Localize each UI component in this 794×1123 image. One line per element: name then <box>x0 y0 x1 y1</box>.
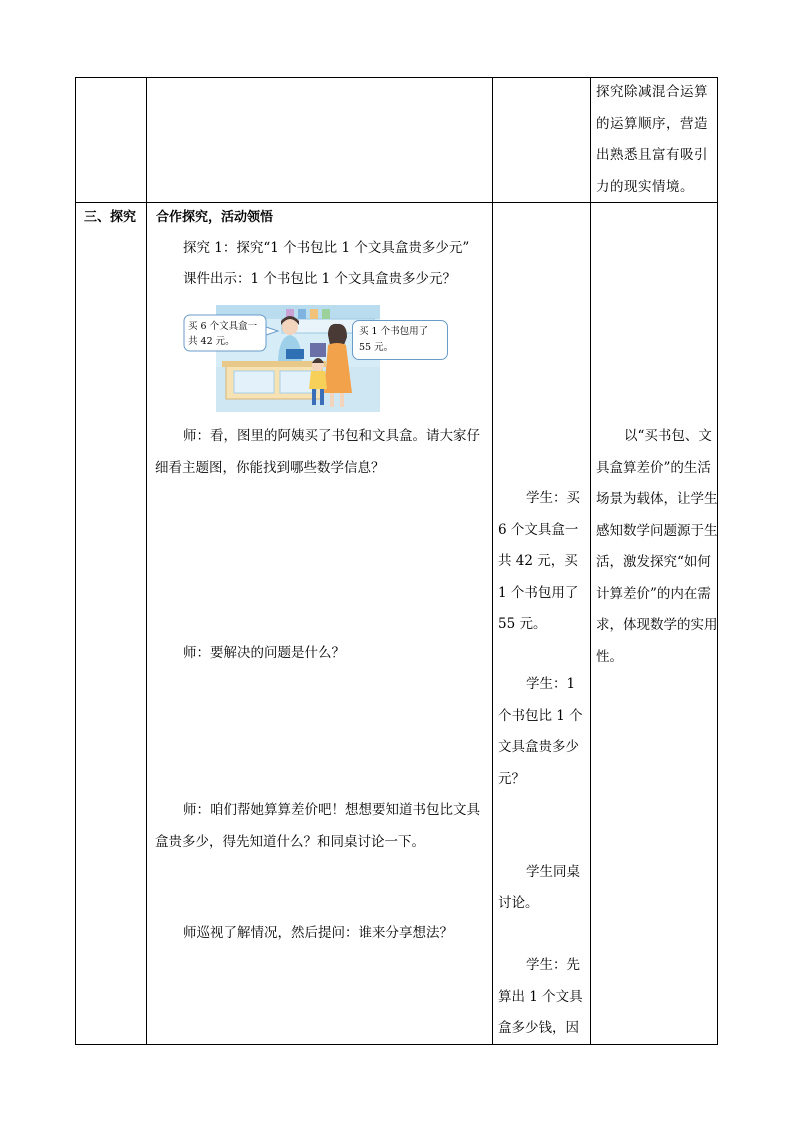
bubble-left-line: 共 42 元。 <box>188 336 235 347</box>
speech-bubble-left <box>188 319 268 349</box>
student-response: 学生：1 个书包比 1 个文具盒贵多少元？ <box>498 676 583 787</box>
shop-scene-illustration <box>182 305 380 412</box>
table-left-border <box>75 77 76 1045</box>
column-divider <box>590 77 591 1045</box>
courseware-prompt: 课件出示：1 个书包比 1 个文具盒贵多少元？ <box>183 271 457 287</box>
student-response: 学生：先算出 1 个文具盒多少钱，因 <box>498 957 583 1036</box>
student-response: 学生同桌讨论。 <box>498 864 580 911</box>
section-heading: 合作探究，活动领悟 <box>156 210 274 225</box>
table-bottom-border <box>75 1044 718 1045</box>
speech-bubble-right <box>352 320 448 360</box>
bubble-right-line: 55 元。 <box>359 342 394 353</box>
bubble-right-line: 买 1 个书包用了 <box>359 326 429 337</box>
student-response: 学生：买 6 个文具盒一共 42 元，买 1 个书包用了 55 元。 <box>498 490 580 632</box>
teacher-remark: 师巡视了解情况，然后提问：谁来分享想法？ <box>183 925 453 941</box>
stage-label: 三、探究 <box>84 210 137 225</box>
column-divider <box>492 77 493 1045</box>
teacher-remark: 师：要解决的问题是什么？ <box>183 645 345 661</box>
teacher-remark: 师：看，图里的阿姨买了书包和文具盒。请大家仔细看主题图，你能找到哪些数学信息？ <box>155 428 480 476</box>
design-intent-text: 探究除减混合运算的运算顺序，营造出熟悉且富有吸引力的现实情境。 <box>596 84 708 195</box>
explore-title: 探究 1：探究“1 个书包比 1 个文具盒贵多少元” <box>183 240 470 256</box>
teacher-remark: 师：咱们帮她算算差价吧！想想要知道书包比文具盒贵多少，得先知道什么？和同桌讨论一下。 <box>155 802 480 850</box>
design-intent-text: 以“买书包、文具盒算差价”的生活场景为载体，让学生感知数学问题源于生活，激发探究“如何计算差价”的内在需求，体现数学的实用性。 <box>596 428 718 665</box>
column-divider <box>146 77 147 1045</box>
bubble-left-line: 买 6 个文具盒一 <box>188 321 258 332</box>
